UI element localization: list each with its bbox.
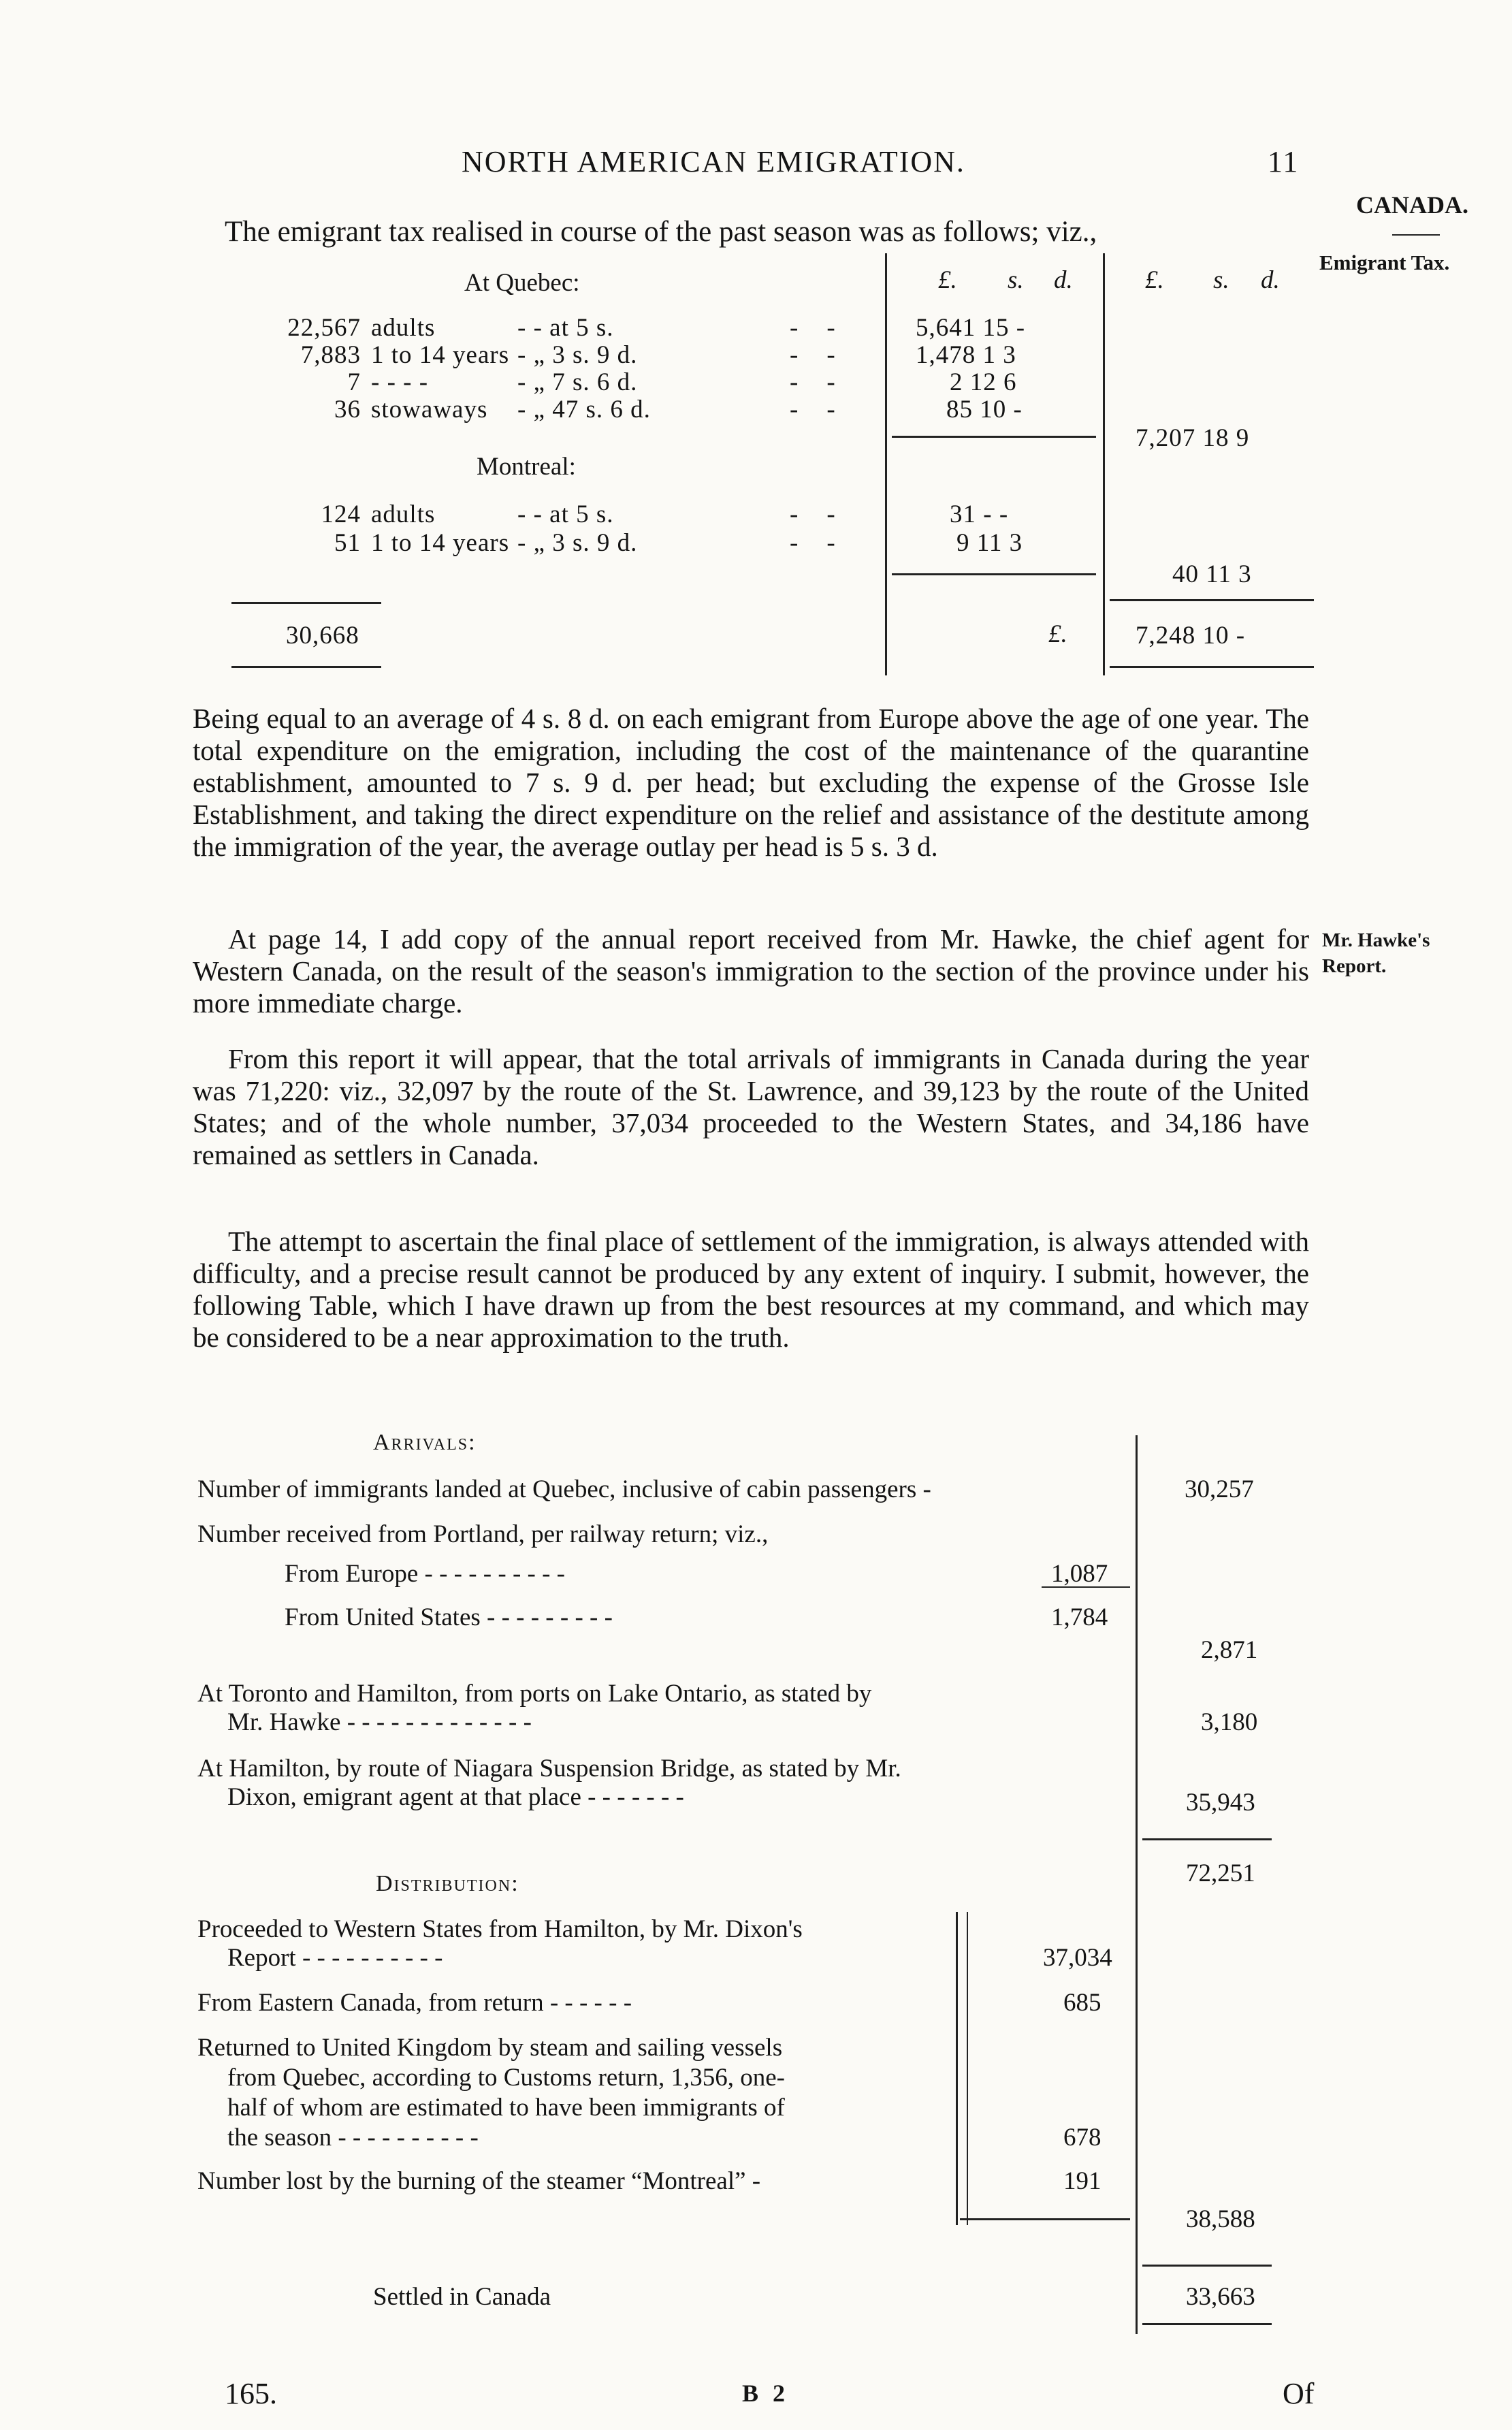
subtotal-rule bbox=[960, 2218, 1130, 2220]
row-dashes: - - bbox=[790, 314, 836, 342]
col-shillings: s. bbox=[1213, 266, 1229, 294]
catchword: Of bbox=[1283, 2377, 1315, 2410]
paragraph-average: Being equal to an average of 4 s. 8 d. on each emigrant from Europe above the age of one year. The total expenditure on the emigration, including the cost of the maintenance of the quarantine establishment, amounted to 7 s. 9 d. per head; but excluding the expense of the Grosse Isle Establishment, and taking the direct expenditure on the relief and assistance of the destitute among the immigration of the year, the average outlay per head is 5 s. 3 d. bbox=[193, 703, 1309, 862]
arrivals-quebec-value: 30,257 bbox=[1185, 1475, 1254, 1503]
arrivals-total: 72,251 bbox=[1186, 1859, 1255, 1887]
row-desc: 1 to 14 years bbox=[371, 341, 510, 369]
distribution-western-value: 37,034 bbox=[1043, 1944, 1112, 1972]
arrivals-portland-label: Number received from Portland, per railway return; viz., bbox=[197, 1520, 769, 1548]
subtotal-rule bbox=[892, 573, 1096, 575]
arrivals-toronto-value: 3,180 bbox=[1201, 1708, 1258, 1736]
grand-total-rule bbox=[1110, 666, 1314, 668]
table-rule bbox=[956, 1912, 958, 2225]
section-sidenote: CANADA. bbox=[1356, 191, 1468, 219]
signature-mark: B 2 bbox=[742, 2380, 790, 2407]
row-amount: 1,478 1 3 bbox=[916, 341, 1016, 369]
row-count: 124 bbox=[321, 500, 361, 528]
col-pence: d. bbox=[1261, 266, 1280, 294]
row-desc: - - - - bbox=[371, 368, 429, 396]
grand-symbol: £. bbox=[1048, 620, 1067, 648]
arrivals-europe-label: From Europe - - - - - - - - - - bbox=[285, 1560, 565, 1588]
row-desc: adults bbox=[371, 500, 436, 528]
table-rule bbox=[1103, 253, 1105, 675]
row-amount: 5,641 15 - bbox=[916, 314, 1026, 342]
settled-value: 33,663 bbox=[1186, 2283, 1255, 2311]
arrivals-niagara-value: 35,943 bbox=[1186, 1789, 1255, 1817]
row-rate: - „ 3 s. 9 d. bbox=[517, 529, 638, 557]
arrivals-toronto-label-cont: Mr. Hawke - - - - - - - - - - - - - bbox=[227, 1708, 532, 1736]
row-rate: - „ 3 s. 9 d. bbox=[517, 341, 638, 369]
paragraph-settlement: The attempt to ascertain the final place of settlement of the immigration, is always attended with difficulty, and a precise result cannot be produced by any extent of inquiry. I submit, however, the following Table, which I have drawn up from the best resources at my command, and which may be considered to be a near approximation to the truth. bbox=[193, 1226, 1309, 1353]
tax-intro: The emigrant tax realised in course of the past season was as follows; viz., bbox=[225, 216, 1097, 248]
row-rate: - „ 47 s. 6 d. bbox=[517, 396, 651, 423]
row-rate: - „ 7 s. 6 d. bbox=[517, 368, 638, 396]
row-count: 7,883 bbox=[300, 341, 361, 369]
grand-count: 30,668 bbox=[286, 622, 359, 650]
distribution-heading: Distribution: bbox=[376, 1871, 519, 1896]
row-dashes: - - bbox=[790, 500, 836, 528]
row-dashes: - - bbox=[790, 341, 836, 369]
row-amount: 2 12 6 bbox=[950, 368, 1017, 396]
quebec-total: 7,207 18 9 bbox=[1136, 424, 1250, 452]
arrivals-us-label: From United States - - - - - - - - - bbox=[285, 1603, 613, 1631]
arrivals-toronto-label: At Toronto and Hamilton, from ports on Lake Ontario, as stated by bbox=[197, 1680, 872, 1708]
table-rule bbox=[885, 253, 887, 675]
arrivals-niagara-label: At Hamilton, by route of Niagara Suspension Bridge, as stated by Mr. bbox=[197, 1755, 901, 1782]
table-rule bbox=[1136, 1435, 1138, 2334]
distribution-returned-label-cont: half of whom are estimated to have been immigrants of bbox=[227, 2094, 785, 2122]
distribution-lost-value: 191 bbox=[1063, 2167, 1101, 2195]
emigrant-tax-sidenote: Emigrant Tax. bbox=[1319, 251, 1450, 274]
arrivals-portland-total: 2,871 bbox=[1201, 1636, 1258, 1664]
subtotal-rule bbox=[892, 436, 1096, 438]
grand-total-rule bbox=[1110, 599, 1314, 601]
col-pence: d. bbox=[1054, 266, 1073, 294]
hawke-sidenote: Mr. Hawke's Report. bbox=[1322, 929, 1430, 977]
distribution-eastern-label: From Eastern Canada, from return - - - - - - bbox=[197, 1989, 632, 2017]
row-rate: - - at 5 s. bbox=[517, 500, 614, 528]
arrivals-quebec-label: Number of immigrants landed at Quebec, inclusive of cabin passengers - bbox=[197, 1475, 931, 1503]
row-desc: adults bbox=[371, 314, 436, 342]
arrivals-niagara-label-cont: Dixon, emigrant agent at that place - - - - - - - bbox=[227, 1783, 684, 1811]
page-number: 11 bbox=[1268, 145, 1300, 178]
total-rule bbox=[1142, 1838, 1272, 1840]
col-shillings: s. bbox=[1008, 266, 1024, 294]
distribution-returned-label: Returned to United Kingdom by steam and sailing vessels bbox=[197, 2034, 783, 2062]
row-count: 7 bbox=[347, 368, 361, 396]
distribution-western-label: Proceeded to Western States from Hamilton, by Mr. Dixon's bbox=[197, 1915, 803, 1943]
total-rule bbox=[1142, 2265, 1272, 2267]
distribution-returned-label-cont: the season - - - - - - - - - - bbox=[227, 2124, 479, 2152]
distribution-returned-value: 678 bbox=[1063, 2124, 1101, 2152]
row-rate: - - at 5 s. bbox=[517, 314, 614, 342]
row-count: 36 bbox=[334, 396, 361, 423]
quebec-heading: At Quebec: bbox=[464, 269, 580, 297]
table-rule bbox=[967, 1912, 968, 2225]
sidenote-rule bbox=[1392, 234, 1440, 236]
arrivals-europe-value: 1,087 bbox=[1051, 1560, 1108, 1588]
distribution-western-label-cont: Report - - - - - - - - - - bbox=[227, 1944, 443, 1972]
col-pounds: £. bbox=[938, 266, 957, 294]
footer-number: 165. bbox=[225, 2377, 277, 2410]
total-rule bbox=[1142, 2323, 1272, 2325]
row-dashes: - - bbox=[790, 396, 836, 423]
page-title: NORTH AMERICAN EMIGRATION. bbox=[462, 145, 965, 178]
distribution-total: 38,588 bbox=[1186, 2205, 1255, 2233]
grand-total: 7,248 10 - bbox=[1136, 622, 1246, 650]
row-count: 51 bbox=[334, 529, 361, 557]
row-count: 22,567 bbox=[287, 314, 361, 342]
row-amount: 85 10 - bbox=[946, 396, 1023, 423]
row-dashes: - - bbox=[790, 368, 836, 396]
subtotal-rule bbox=[1042, 1586, 1130, 1588]
grand-total-rule bbox=[231, 602, 381, 604]
row-desc: 1 to 14 years bbox=[371, 529, 510, 557]
paragraph-arrivals-summary: From this report it will appear, that the total arrivals of immigrants in Canada during the year was 71,220: viz., 32,097 by the route of the St. Lawrence, and 39,123 by the route of the United States; and of the whole number, 37,034 proceeded to the Western States, and 34,186 have remained as settlers in Canada. bbox=[193, 1043, 1309, 1170]
row-amount: 31 - - bbox=[950, 500, 1009, 528]
montreal-total: 40 11 3 bbox=[1172, 560, 1252, 588]
arrivals-us-value: 1,784 bbox=[1051, 1603, 1108, 1631]
paragraph-hawke-report: At page 14, I add copy of the annual report received from Mr. Hawke, the chief agent for Western Canada, on the result of the season's immigration to the section of the province under his more immediate charge. bbox=[193, 923, 1309, 1019]
row-dashes: - - bbox=[790, 529, 836, 557]
distribution-eastern-value: 685 bbox=[1063, 1989, 1101, 2017]
montreal-heading: Montreal: bbox=[477, 453, 576, 481]
distribution-returned-label-cont: from Quebec, according to Customs return, 1,356, one- bbox=[227, 2064, 785, 2092]
grand-total-rule bbox=[231, 666, 381, 668]
col-pounds: £. bbox=[1145, 266, 1164, 294]
row-desc: stowaways bbox=[371, 396, 488, 423]
row-amount: 9 11 3 bbox=[956, 529, 1023, 557]
distribution-lost-label: Number lost by the burning of the steamer “Montreal” - bbox=[197, 2167, 761, 2195]
settled-label: Settled in Canada bbox=[373, 2283, 551, 2311]
arrivals-heading: Arrivals: bbox=[373, 1430, 477, 1455]
